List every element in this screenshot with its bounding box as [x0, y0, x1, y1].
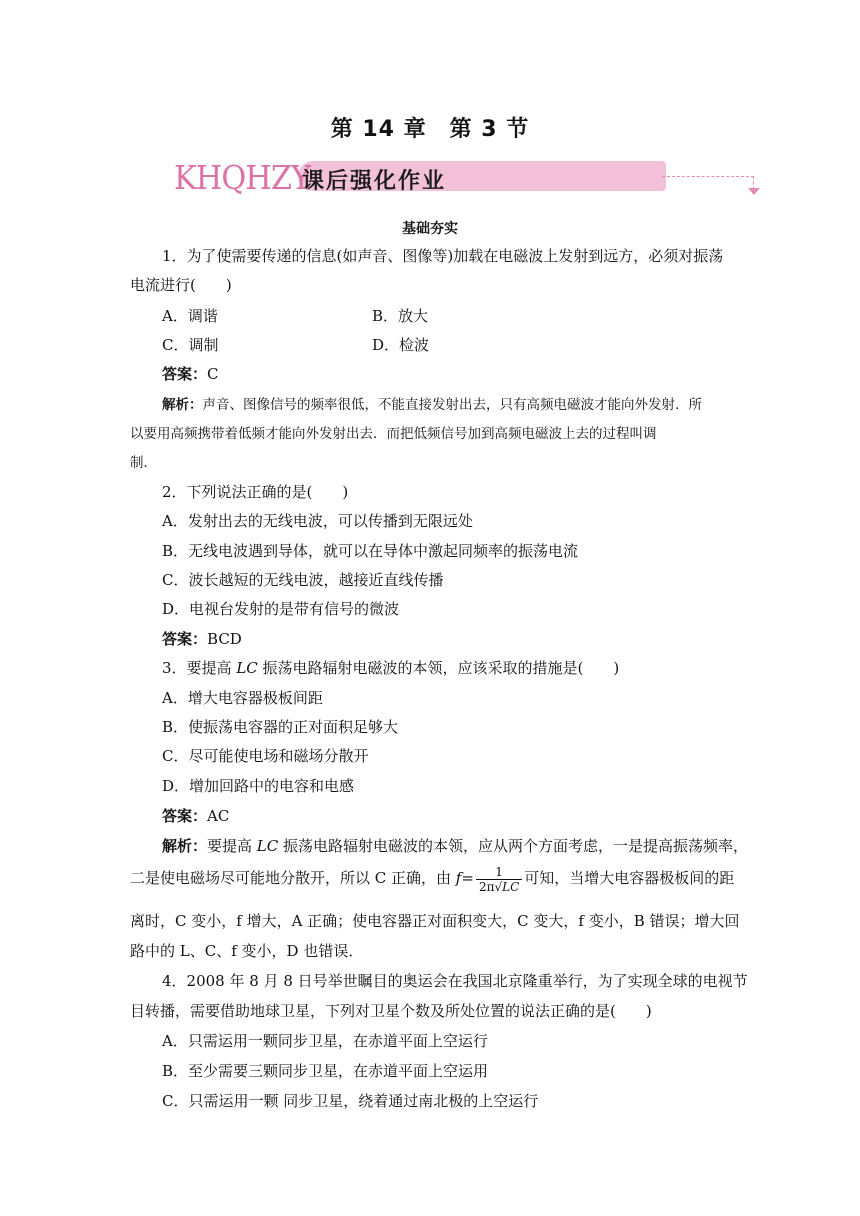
- lc-symbol: LC: [256, 837, 279, 855]
- explanation-label: 解析：: [162, 397, 203, 413]
- fraction-numerator: 1: [476, 865, 522, 880]
- lc-symbol: LC: [236, 659, 258, 677]
- q4-stem-line1: 4．2008 年 8 月 8 日号举世瞩目的奥运会在我国北京隆重举行，为了实现全球的电视节: [162, 972, 748, 990]
- q3-explanation-line1: [162, 836, 748, 856]
- q1-option-c: C．调制: [162, 336, 219, 354]
- answer-value: AC: [207, 807, 230, 825]
- sqrt-icon: √: [494, 879, 503, 894]
- banner-dashed-line: [662, 176, 754, 177]
- q1-option-a: A．调谐: [162, 307, 218, 325]
- formula-fraction: [476, 865, 522, 894]
- q3-option-c: C．尽可能使电场和磁场分散开: [162, 747, 369, 765]
- answer-label: 答案：: [162, 365, 208, 383]
- q3-option-a: A．增大电容器极板间距: [162, 689, 323, 707]
- explanation-text: 振荡电路辐射电磁波的本领，应从两个方面考虑，一是提高振荡频率，: [278, 837, 749, 855]
- explanation-label: 解析：: [162, 837, 208, 855]
- q3-stem-post: 振荡电路辐射电磁波的本领，应该采取的措施是( ): [257, 659, 620, 677]
- q3-explanation-line2: [130, 856, 734, 900]
- answer-value: C: [207, 365, 219, 383]
- answer-label: 答案：: [162, 630, 208, 648]
- q1-explanation-line2: 以要用高频携带着低频才能向外发射出去．而把低频信号加到高频电磁波上去的过程叫调: [130, 426, 657, 442]
- q1-answer: [162, 364, 219, 384]
- explanation-text: 要提高: [207, 837, 257, 855]
- q4-option-c: C．只需运用一颗 同步卫星，绕着通过南北极的上空运行: [162, 1092, 539, 1110]
- q4-option-b: B．至少需要三颗同步卫星，在赤道平面上空运用: [162, 1062, 489, 1080]
- q3-option-b: B．使振荡电容器的正对面积足够大: [162, 718, 399, 736]
- banner-logo: KHQHZY: [174, 158, 311, 197]
- q4-stem-line2: 目转播，需要借助地球卫星，下列对卫星个数及所处位置的说法正确的是( ): [130, 1002, 652, 1020]
- chapter-title: 第 14 章 第 3 节: [330, 117, 530, 142]
- q1-stem-line2: 电流进行( ): [130, 276, 232, 294]
- denominator-radicand: LC: [502, 879, 520, 894]
- q3-answer: [162, 806, 229, 826]
- q3-stem-pre: 3．要提高: [162, 659, 237, 677]
- formula-f: f: [455, 869, 462, 887]
- q1-explanation-line1: [162, 395, 702, 415]
- q2-option-c: C．波长越短的无线电波，越接近直线传播: [162, 571, 444, 589]
- answer-label: 答案：: [162, 807, 208, 825]
- section-heading: 基础夯实: [402, 221, 458, 237]
- explanation-text: 可知，当增大电容器极板间的距: [524, 869, 735, 887]
- explanation-text: 声音、图像信号的频率很低，不能直接发射出去，只有高频电磁波才能向外发射．所: [202, 397, 702, 413]
- q2-option-a: A．发射出去的无线电波，可以传播到无限远处: [162, 512, 473, 530]
- q2-option-b: B．无线电波遇到导体，就可以在导体中激起同频率的振荡电流: [162, 542, 579, 560]
- q3-explanation-line4: 路中的 L、C、f 变小，D 也错误．: [130, 942, 364, 960]
- formula-equals: =: [461, 869, 474, 887]
- q2-answer: [162, 629, 242, 649]
- explanation-text: 二是使电磁场尽可能地分散开，所以 C 正确，由: [130, 869, 456, 887]
- q2-option-d: D．电视台发射的是带有信号的微波: [162, 600, 400, 618]
- denominator-2pi: 2π: [478, 879, 495, 894]
- q1-stem-line1: 1．为了使需要传递的信息(如声音、图像等)加载在电磁波上发射到远方，必须对振荡: [162, 247, 724, 265]
- arrow-down-icon: [748, 188, 760, 195]
- q3-explanation-line3: 离时，C 变小，f 增大，A 正确；使电容器正对面积变大，C 变大，f 变小，B 错误；增大回: [130, 912, 740, 930]
- q3-option-d: D．增加回路中的电容和电感: [162, 777, 355, 795]
- q2-stem: 2．下列说法正确的是( ): [162, 483, 349, 501]
- q4-option-a: A．只需运用一颗同步卫星，在赤道平面上空运行: [162, 1032, 488, 1050]
- fraction-denominator: [476, 880, 522, 894]
- q1-explanation-line3: 制．: [130, 455, 157, 471]
- homework-banner: [166, 154, 626, 202]
- q1-option-d: D．检波: [372, 336, 430, 354]
- answer-value: BCD: [207, 630, 242, 648]
- banner-label: 课后强化作业: [302, 169, 447, 194]
- q1-option-b: B．放大: [372, 307, 429, 325]
- q3-stem: [162, 658, 619, 678]
